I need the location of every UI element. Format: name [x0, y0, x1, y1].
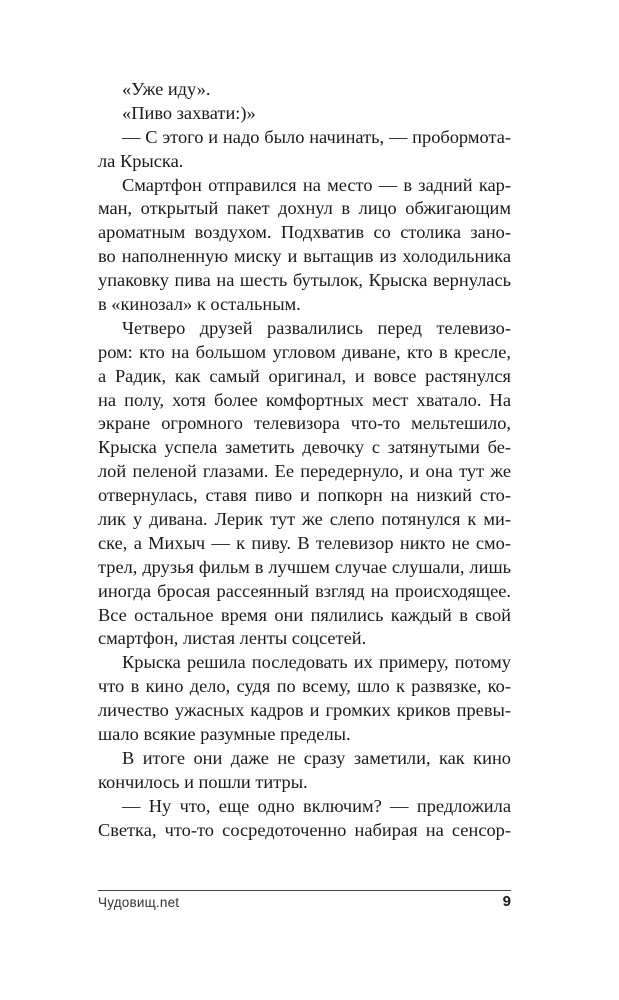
text-line: Четверо друзей развалились перед телевизо-: [122, 317, 511, 338]
footer-divider: [98, 890, 511, 891]
text-line: кончилось и пошли титры.: [98, 771, 308, 792]
text-line: упаковку пива на шесть бутылок, Крыска вернулась: [98, 270, 511, 291]
text-line: «Уже иду».: [122, 79, 211, 99]
text-line: иногда бросая рассеянный взгляд на происходящее.: [98, 580, 511, 601]
page-number: 9: [502, 893, 511, 910]
text-line: В итоге они даже не сразу заметили, как кино: [122, 747, 511, 768]
text-line: смартфон, листая ленты соцсетей.: [98, 628, 367, 649]
text-line: ром: кто на большом угловом диване, кто в кресле,: [98, 341, 511, 362]
text-line: ман, открытый пакет дохнул в лицо обжигающим: [98, 198, 511, 219]
page-body-text: [98, 78, 511, 843]
text-line: в «кинозал» к остальным.: [98, 294, 301, 315]
text-line: ла Крыска.: [98, 150, 184, 171]
text-line: лик у дивана. Лерик тут же слепо потянулся к ми-: [98, 509, 511, 530]
text-line: Крыска решила последовать их примеру, потому: [122, 652, 511, 673]
text-line: Светка, что-то сосредоточенно набирая на сенсор-: [98, 819, 511, 840]
text-line: во наполненную миску и вытащив из холодильника: [98, 246, 511, 267]
text-line: лой пеленой глазами. Ее передернуло, и она тут же: [98, 461, 511, 482]
text-line: личество ужасных кадров и громких криков превы-: [98, 700, 511, 721]
text-line: ароматным воздухом. Подхватив со столика зано-: [98, 222, 511, 243]
text-line: шало всякие разумные пределы.: [98, 724, 351, 745]
text-line: экране огромного телевизора что-то мельтешило,: [98, 413, 511, 434]
text-line: ске, а Михыч — к пиву. В телевизор никто не смо-: [98, 532, 511, 553]
text-line: — С этого и надо было начинать, — пробормота-: [122, 126, 511, 147]
footer-book-title: Чудовищ.net: [98, 895, 180, 910]
text-line: отвернулась, ставя пиво и попкорн на низкий сто-: [98, 485, 511, 506]
text-line: «Пиво захвати:)»: [122, 102, 256, 123]
text-line: Все остальное время они пялились каждый в свой: [98, 604, 511, 625]
text-line: что в кино дело, судя по всему, шло к развязке, ко-: [98, 676, 511, 697]
text-line: трел, друзья фильм в лучшем случае слушали, лишь: [98, 556, 511, 577]
text-line: Смартфон отправился на место — в задний кар-: [122, 174, 511, 195]
text-line: а Радик, как самый оригинал, и вовсе растянулся: [98, 365, 511, 386]
text-line: — Ну что, еще одно включим? — предложила: [122, 795, 511, 816]
text-line: Крыска успела заметить девочку с затянутыми бе-: [98, 437, 511, 458]
text-line: на полу, хотя более комфортных мест хватало. На: [98, 389, 511, 410]
